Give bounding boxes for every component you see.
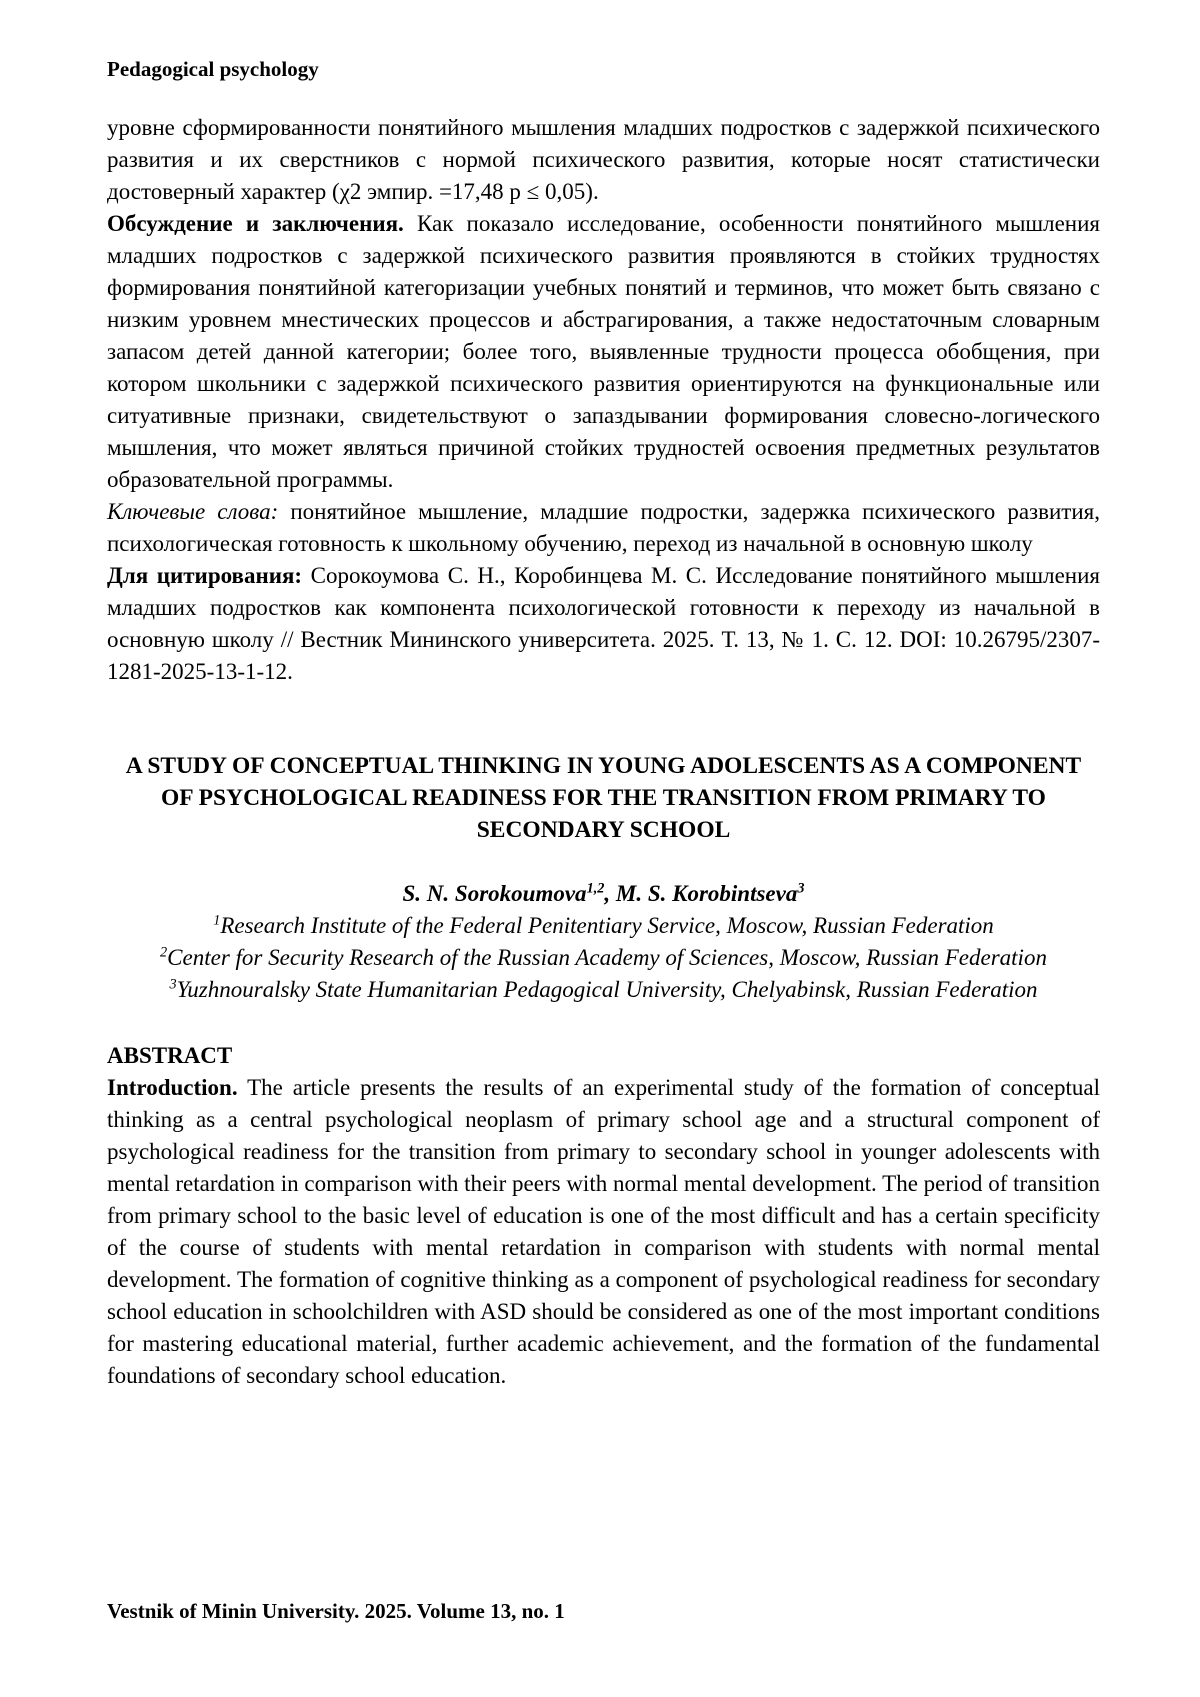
affiliation-1 [107, 910, 1100, 942]
running-header: Pedagogical psychology [107, 57, 319, 81]
discussion-lead: Обсуждение и заключения. [107, 211, 404, 236]
paragraph-citation [107, 560, 1100, 688]
citation-lead: Для цитирования: [107, 563, 303, 588]
author-2-name: M. S. Korobintseva [615, 881, 798, 906]
introduction-lead: Introduction. [107, 1075, 238, 1100]
affiliation-3-text: Yuzhnouralsky State Humanitarian Pedagogical University, Chelyabinsk, Russian Federation [176, 977, 1038, 1002]
author-1-affiliation-marker: 1,2 [586, 880, 605, 897]
affiliation-2 [107, 942, 1100, 974]
paragraph-keywords [107, 496, 1100, 560]
paragraph-results-continuation: уровне сформированности понятийного мышления младших подростков с задержкой психического развития и их сверстников с нормой психического развития, которые носят статистически достоверный характер (χ2 эмпир. =17,48 p ≤ 0,05). [107, 115, 1100, 204]
affiliation-3-marker: 3 [169, 976, 177, 993]
authors-line [107, 878, 1100, 910]
paragraph-introduction [107, 1072, 1100, 1392]
authors-separator: , [604, 881, 616, 906]
affiliation-1-text: Research Institute of the Federal Penitentiary Service, Moscow, Russian Federation [220, 913, 994, 938]
abstract-heading: ABSTRACT [107, 1043, 233, 1068]
affiliation-3 [107, 974, 1100, 1006]
discussion-text: Как показало исследование, особенности понятийного мышления младших подростков с задержкой психического развития проявляются в стойких трудностях формирования понятийной категоризации учебных понятий и терминов, что может быть связано с низким уровнем мнестических процессов и абстрагирования, а также недостаточным словарным запасом детей данной категории; более того, выявленные трудности процесса обобщения, при котором школьники с задержкой психического развития ориентируются на функциональные или ситуативные признаки, свидетельствуют о запаздывании формирования словесно-логического мышления, что может являться причиной стойких трудностей освоения предметных результатов образовательной программы. [107, 211, 1100, 492]
page-footer: Vestnik of Minin University. 2025. Volume 13, no. 1 [107, 1599, 565, 1623]
affiliation-2-text: Center for Security Research of the Russian Academy of Sciences, Moscow, Russian Federation [167, 945, 1047, 970]
paragraph-discussion [107, 208, 1100, 496]
author-1-name: S. N. Sorokoumova [402, 881, 587, 906]
article-title-english: A STUDY OF CONCEPTUAL THINKING IN YOUNG ADOLESCENTS AS A COMPONENT OF PSYCHOLOGICAL READINESS FOR THE TRANSITION FROM PRIMARY TO SECONDARY SCHOOL [125, 753, 1082, 843]
keywords-text: понятийное мышление, младшие подростки, задержка психического развития, психологическая готовность к школьному обучению, переход из начальной в основную школу [107, 499, 1100, 556]
citation-text: Сорокоумова С. Н., Коробинцева М. С. Исследование понятийного мышления младших подростков как компонента психологической готовности к переходу из начальной в основную школу // Вестник Мининского университета. 2025. Т. 13, № 1. С. 12. DOI: 10.26795/2307-1281-2025-13-1-12. [107, 563, 1100, 684]
keywords-lead: Ключевые слова: [107, 499, 279, 524]
author-2-affiliation-marker: 3 [797, 880, 805, 897]
introduction-text: The article presents the results of an experimental study of the formation of conceptual thinking as a central psychological neoplasm of primary school age and a structural component of psychological readiness for the transition from primary to secondary school in younger adolescents with mental retardation in comparison with their peers with normal mental development. The period of transition from primary school to the basic level of education is one of the most difficult and has a certain specificity of the course of students with mental retardation in comparison with students with normal mental development. The formation of cognitive thinking as a component of psychological readiness for secondary school education in schoolchildren with ASD should be considered as one of the most important conditions for mastering educational material, further academic achievement, and the formation of the fundamental foundations of secondary school education. [107, 1075, 1100, 1388]
affiliation-2-marker: 2 [160, 944, 168, 961]
affiliation-1-marker: 1 [213, 912, 221, 929]
